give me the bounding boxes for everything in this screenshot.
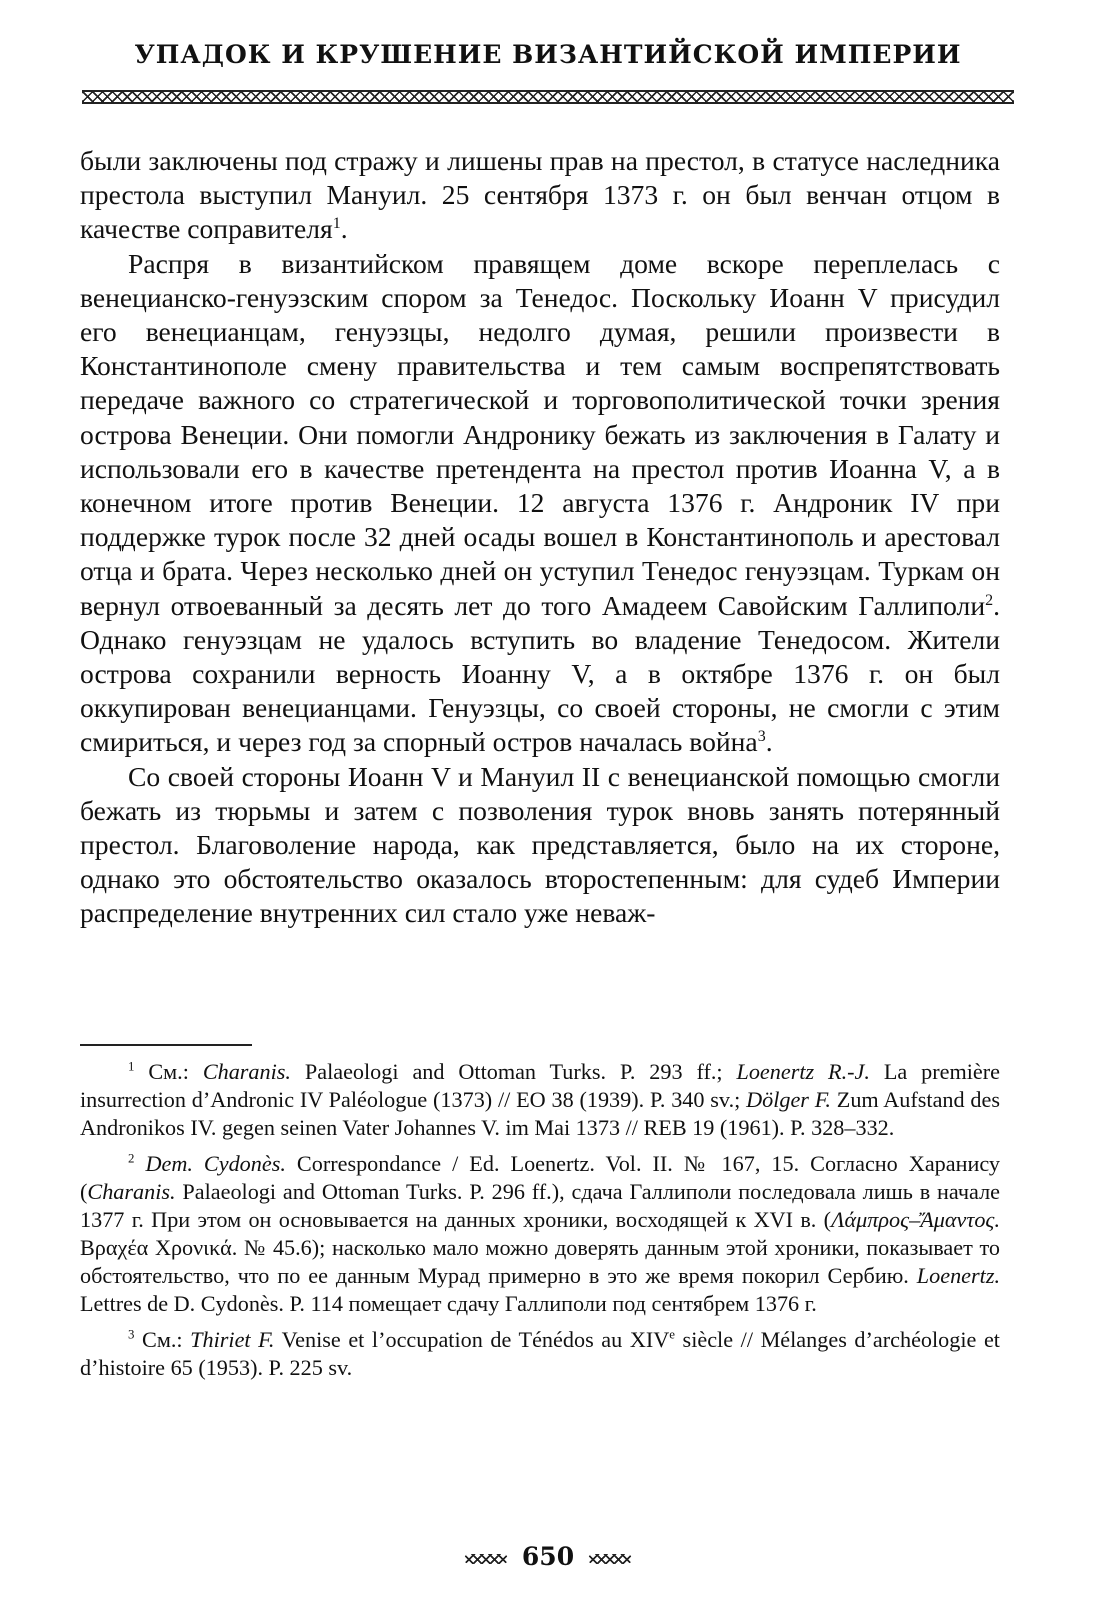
paragraph-3: Со своей стороны Иоанн V и Мануил II с венецианской помощью смогли бежать из тюрьмы и затем с позволения турок вновь занять потерянный престол. Благоволение народа, как представляется, было на их стороне, однако это обстоятельство оказалось второстепенным: для судеб Империи распределение внутренних сил стало уже неваж- xyxy=(80,760,1000,929)
footnote-2: $^2$ Dem. Cydonès. Correspondance / Ed. Loenertz. Vol. II. № 167, 15. Согласно Харанису (Charanis. Palaeologi and Ottoman Turks. P. 296 ff.), сдача Галлиполи последовала лишь в начале 1377 г. При этом он основывается на данных хроники, восходящей к XVI в. (Λάμπρος–Ἄμαντος. Βραχέα Χρονικά. № 45.6); насколько мало можно доверять данным этой хроники, показывает то обстоятельство, что по ее данным Мурад примерно в это же время покорил Сербию. Loenertz. Lettres de D. Cydonès. P. 114 помещает сдачу Галлиполи под сентябрем 1376 г. xyxy=(80,1151,1001,1316)
footnotes xyxy=(80,1058,1000,1390)
footnote-3: $^3$ См.: Thiriet F. Venise et l’occupation de Ténédos au XIVe siècle // Mélanges d’archéologie et d’histoire 65 (1953). P. 225 sv. xyxy=(80,1327,1000,1380)
footnote-ref-1: 1 xyxy=(332,215,341,233)
footnote-ref-2: 2 xyxy=(985,591,994,609)
footer-ornament-right xyxy=(588,1554,632,1564)
footer-ornament-left xyxy=(464,1554,508,1564)
page-number: 650 xyxy=(521,1542,575,1571)
footnote-1: $^1$ См.: Charanis. Palaeologi and Ottoman Turks. P. 293 ff.; Loenertz R.-J. La première insurrection d’Andronic IV Paléologue (1373) // EO 38 (1939). P. 340 sv.; Dölger F. Zum Aufstand des Andronikos IV. gegen seinen Vater Johannes V. im Mai 1373 // REB 19 (1961). P. 328–332. xyxy=(80,1059,1000,1140)
paragraph-1: были заключены под стражу и лишены прав на престол, в статусе наследника престола выступил Мануил. 25 сентября 1373 г. он был венчан отцом в качестве соправителя$^1$. xyxy=(80,145,1000,245)
running-header: УПАДОК И КРУШЕНИЕ ВИЗАНТИЙСКОЙ ИМПЕРИИ xyxy=(134,40,962,69)
header-ornament xyxy=(82,90,1014,104)
paragraph-2: Распря в византийском правящем доме вскоре переплелась с венецианско-генуэзским спором за Тенедос. Поскольку Иоанн V присудил его венецианцам, генуэзцы, недолго думая, решили произвести в Константинополе смену правительства и тем самым воспрепятствовать передаче важного со стратегической и торговополитической точки зрения острова Венеции. Они помогли Андронику бежать из заключения в Галату и использовали его в качестве претендента на престол против Иоанна V, а в конечном итоге против Венеции. 12 августа 1376 г. Андроник IV при поддержке турок после 32 дней осады вошел в Константинополь и арестовал отца и брата. Через несколько дней он уступил Тенедос генуэзцам. Туркам он вернул отвоеванный за десять лет до того Амадеем Савойским Галлиполи$^2$. Однако генуэзцам не удалось вступить во владение Тенедосом. Жители острова сохранили верность Иоанну V, а в октябре 1376 г. он был оккупирован венецианцами. Генуэзцы, со своей стороны, не смогли с этим смириться, и через год за спорный остров началась война$^3$. xyxy=(80,247,1000,758)
page-footer xyxy=(0,1542,1096,1571)
main-text xyxy=(80,144,1000,931)
footnote-ref-3: 3 xyxy=(757,728,766,746)
footnote-separator xyxy=(80,1044,252,1046)
